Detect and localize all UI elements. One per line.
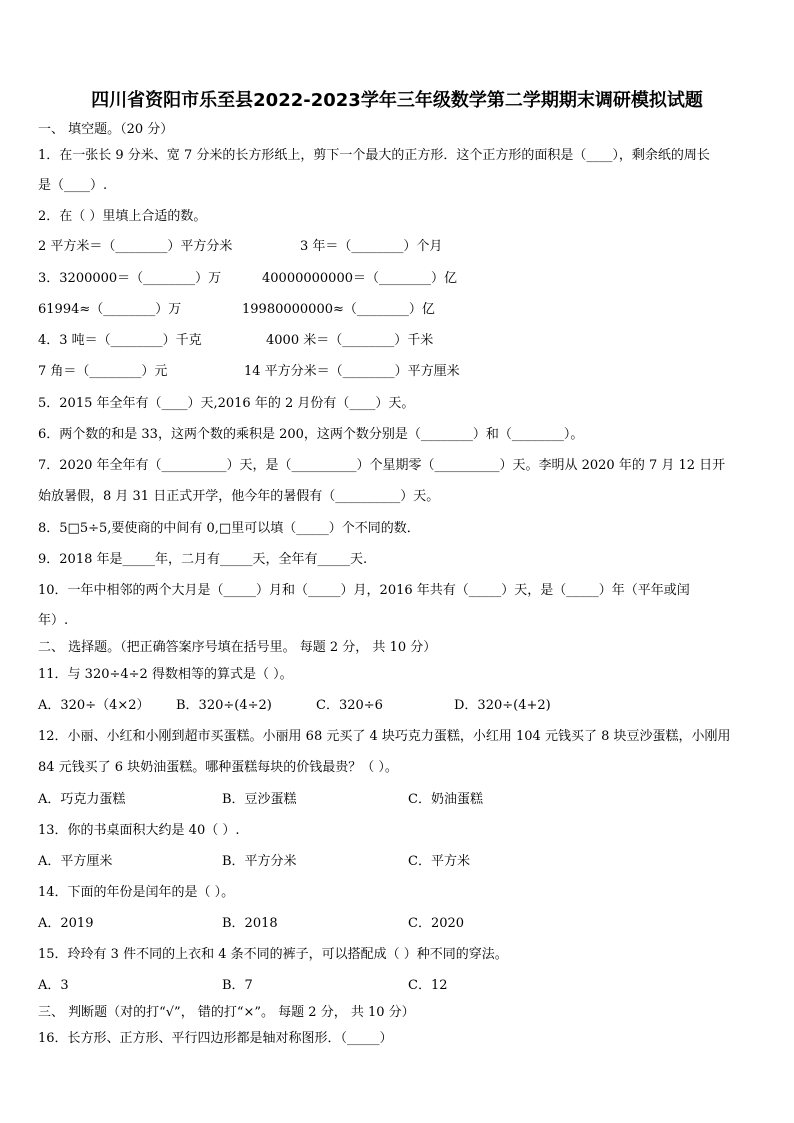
question-13-option-b: B．平方分米 <box>222 854 297 869</box>
question-3-item-a: 3．3200000＝（________）万 <box>38 271 222 286</box>
question-9: 9．2018 年是_____年，二月有_____天，全年有_____天. <box>38 552 368 567</box>
question-4-item-b: 4000 米＝（________）千米 <box>266 333 434 348</box>
section-3-heading: 三、 判断题（对的打“√”， 错的打“×”。 每题 2 分， 共 10 分） <box>38 1005 415 1020</box>
question-11: 11．与 320÷4÷2 得数相等的算式是（ ）。 <box>38 667 293 682</box>
section-1-heading: 一、 填空题。（20 分） <box>38 122 174 137</box>
page-title: 四川省资阳市乐至县2022-2023学年三年级数学第二学期期末调研模拟试题 <box>91 90 703 111</box>
question-12-line-2: 84 元钱买了 6 块奶油蛋糕。哪种蛋糕每块的价钱最贵？（ ）。 <box>38 760 398 775</box>
question-7-line-2: 始放暑假，8 月 31 日正式开学，他今年的暑假有（__________）天。 <box>38 489 440 504</box>
question-14-option-c: C．2020 <box>408 916 465 931</box>
question-4-item-c: 7 角＝（________）元 <box>38 364 168 379</box>
question-8: 8．5□5÷5,要使商的中间有 0,□里可以填（_____）个不同的数． <box>38 521 420 536</box>
question-13-option-c: C．平方米 <box>408 854 470 869</box>
question-7-line-1: 7．2020 年全年有（__________）天，是（__________）个星期零（__________）天。李明从 2020 年的 7 月 12 日开 <box>38 458 726 473</box>
question-13: 13．你的书桌面积大约是 40（ ）. <box>38 823 240 838</box>
question-3-item-c: 61994≈（________）万 <box>38 302 182 317</box>
question-3-item-d: 19980000000≈（________）亿 <box>242 302 435 317</box>
question-1-line-2: 是（____）. <box>38 178 108 193</box>
question-12-option-a: A．巧克力蛋糕 <box>38 792 126 807</box>
question-4-item-a: 4．3 吨＝（________）千克 <box>38 333 202 348</box>
question-16: 16．长方形、正方形、平行四边形都是轴对称图形．（_____） <box>38 1031 393 1046</box>
question-2-item-b: 3 年＝（________）个月 <box>300 239 443 254</box>
question-10-line-2: 年）. <box>38 613 69 628</box>
question-15-option-b: B．7 <box>222 978 253 993</box>
question-2-item-a: 2 平方米＝（________）平方分米 <box>38 239 233 254</box>
question-6: 6．两个数的和是 33，这两个数的乘积是 200，这两个数分别是（________）和（________）。 <box>38 427 584 442</box>
question-15: 15．玲玲有 3 件不同的上衣和 4 条不同的裤子，可以搭配成（ ）种不同的穿法。 <box>38 947 508 962</box>
question-15-option-a: A．3 <box>38 978 69 993</box>
question-12-line-1: 12．小丽、小红和小刚到超市买蛋糕。小丽用 68 元买了 4 块巧克力蛋糕，小红用 104 元钱买了 8 块豆沙蛋糕，小刚用 <box>38 729 731 744</box>
question-1-line-1: 1．在一张长 9 分米、宽 7 分米的长方形纸上，剪下一个最大的正方形．这个正方形的面积是（____），剩余纸的周长 <box>38 148 710 163</box>
section-2-heading: 二、 选择题。（把正确答案序号填在括号里。 每题 2 分， 共 10 分） <box>38 640 437 655</box>
question-11-option-d: D．320÷(4+2) <box>454 698 551 713</box>
question-11-option-b: B．320÷(4÷2) <box>176 698 272 713</box>
question-4-item-d: 14 平方分米＝（________）平方厘米 <box>244 364 460 379</box>
question-15-option-c: C．12 <box>408 978 448 993</box>
question-3-item-b: 40000000000＝（________）亿 <box>262 271 457 286</box>
question-13-option-a: A．平方厘米 <box>38 854 113 869</box>
question-2: 2．在（ ）里填上合适的数。 <box>38 209 207 224</box>
question-10-line-1: 10．一年中相邻的两个大月是（_____）月和（_____）月，2016 年共有（_____）天，是（_____）年（平年或闰 <box>38 583 690 598</box>
question-12-option-c: C．奶油蛋糕 <box>408 792 483 807</box>
question-5: 5．2015 年全年有（____）天,2016 年的 2 月份有（____）天。 <box>38 396 415 411</box>
question-11-option-c: C．320÷6 <box>316 698 383 713</box>
question-12-option-b: B．豆沙蛋糕 <box>222 792 297 807</box>
question-14-option-a: A．2019 <box>38 916 94 931</box>
question-14: 14．下面的年份是闰年的是（ ）。 <box>38 885 235 900</box>
question-11-option-a: A．320÷（4×2） <box>38 698 150 713</box>
question-14-option-b: B．2018 <box>222 916 278 931</box>
